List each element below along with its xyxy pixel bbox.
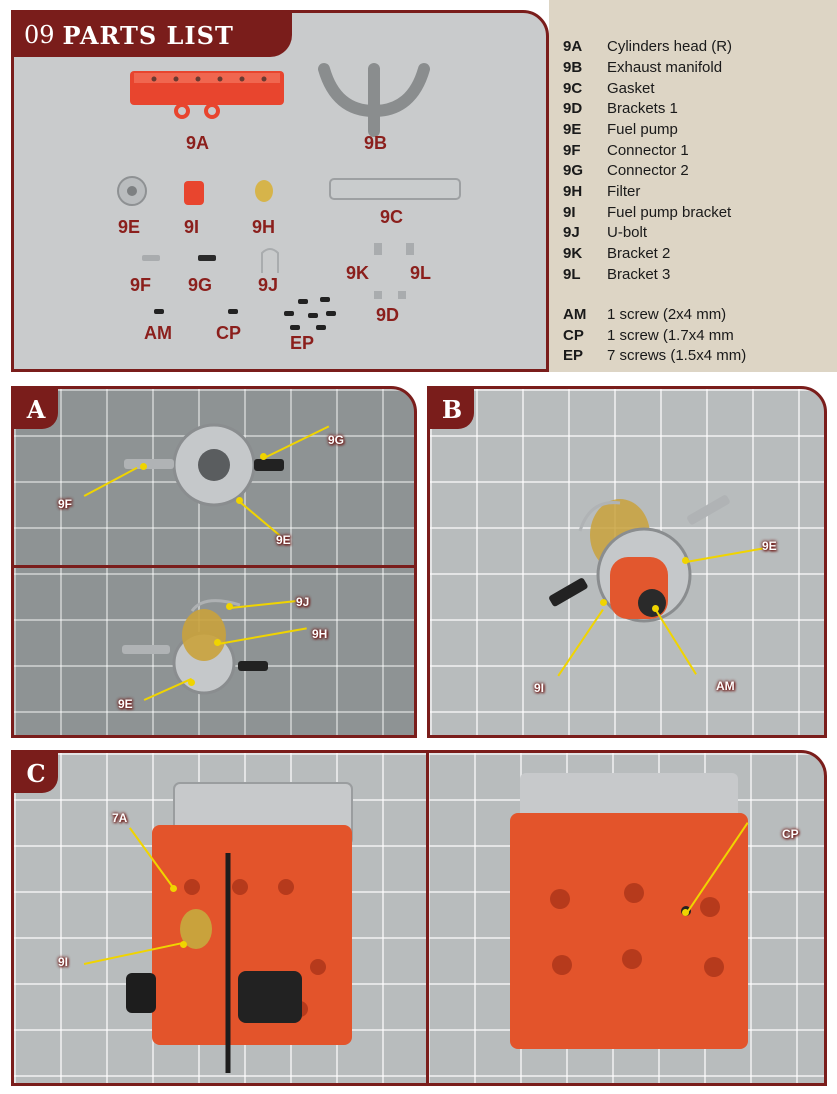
part-label-9g: 9G <box>188 275 213 295</box>
callout-9f: 9F <box>58 497 73 511</box>
callout-9e-top: 9E <box>276 533 291 547</box>
part-label-9j: 9J <box>258 275 279 295</box>
callout-9e: 9E <box>762 539 777 553</box>
callout-9i-c: 9I <box>58 955 69 969</box>
bracket-3-part <box>406 243 414 255</box>
legend-row-9b: 9B Exhaust manifold <box>563 59 723 76</box>
legend-row-9c: 9C Gasket <box>563 80 655 97</box>
part-label-9b: 9B <box>364 133 388 153</box>
step-a-tab: A <box>14 389 58 429</box>
part-label-9c: 9C <box>380 207 404 227</box>
callout-cp: CP <box>782 827 799 841</box>
legend-row-ep: EP 7 screws (1.5x4 mm) <box>563 347 747 364</box>
part-label-9f: 9F <box>130 275 152 295</box>
gasket-part <box>330 179 460 199</box>
part-label-ep: EP <box>290 333 315 353</box>
legend-row-9j: 9J U-bolt <box>563 224 648 241</box>
part-label-9l: 9L <box>410 263 432 283</box>
legend-row-am: AM 1 screw (2x4 mm) <box>563 306 727 323</box>
callout-9i: 9I <box>534 681 545 695</box>
cylinder-head-part <box>130 71 284 117</box>
legend-row-9h: 9H Filter <box>563 183 641 200</box>
section-number: 09 <box>24 21 55 49</box>
part-label-9a: 9A <box>186 133 210 153</box>
legend-row-9g: 9G Connector 2 <box>563 162 689 179</box>
step-c-tab: C <box>14 753 58 793</box>
part-label-cp: CP <box>216 323 242 343</box>
part-label-9k: 9K <box>346 263 370 283</box>
legend-row-9l: 9L Bracket 3 <box>563 266 671 283</box>
legend-row-9a: 9A Cylinders head (R) <box>563 38 733 55</box>
step-a-illustration <box>14 389 417 738</box>
exhaust-manifold-part <box>324 69 424 131</box>
step-b-tab: B <box>430 389 474 429</box>
parts-list-panel <box>11 10 549 372</box>
connector-1-part <box>142 255 160 261</box>
section-title: PARTS LIST <box>62 20 234 50</box>
step-a-panel <box>11 386 417 738</box>
part-label-9d: 9D <box>376 305 400 325</box>
part-label-9i: 9I <box>184 217 200 237</box>
legend-row-9d: 9D Brackets 1 <box>563 100 678 117</box>
legend-row-9i: 9I Fuel pump bracket <box>563 204 732 221</box>
legend-row-9k: 9K Bracket 2 <box>563 245 671 262</box>
connector-2-part <box>198 255 216 261</box>
callout-am: AM <box>716 679 735 693</box>
part-label-9e: 9E <box>118 217 141 237</box>
part-label-am: AM <box>144 323 172 343</box>
step-c-illustration <box>14 753 827 1086</box>
callout-7a: 7A <box>112 811 128 825</box>
step-b-panel <box>427 386 827 738</box>
legend-row-9f: 9F Connector 1 <box>563 142 689 159</box>
callout-9e-bottom: 9E <box>118 697 133 711</box>
parts-legend <box>549 0 837 372</box>
step-b-illustration <box>430 389 827 738</box>
legend-row-cp: CP 1 screw (1.7x4 mm <box>563 327 734 344</box>
fuel-pump-bracket-part <box>184 181 204 205</box>
callout-9j: 9J <box>296 595 310 609</box>
parts-illustration <box>14 13 549 372</box>
step-c-panel <box>11 750 827 1086</box>
u-bolt-part <box>262 249 278 273</box>
callout-9h: 9H <box>312 627 328 641</box>
bracket-2-part <box>374 243 382 255</box>
part-label-9h: 9H <box>252 217 276 237</box>
callout-9g: 9G <box>328 433 345 447</box>
filter-part <box>255 180 273 202</box>
legend-row-9e: 9E Fuel pump <box>563 121 678 138</box>
